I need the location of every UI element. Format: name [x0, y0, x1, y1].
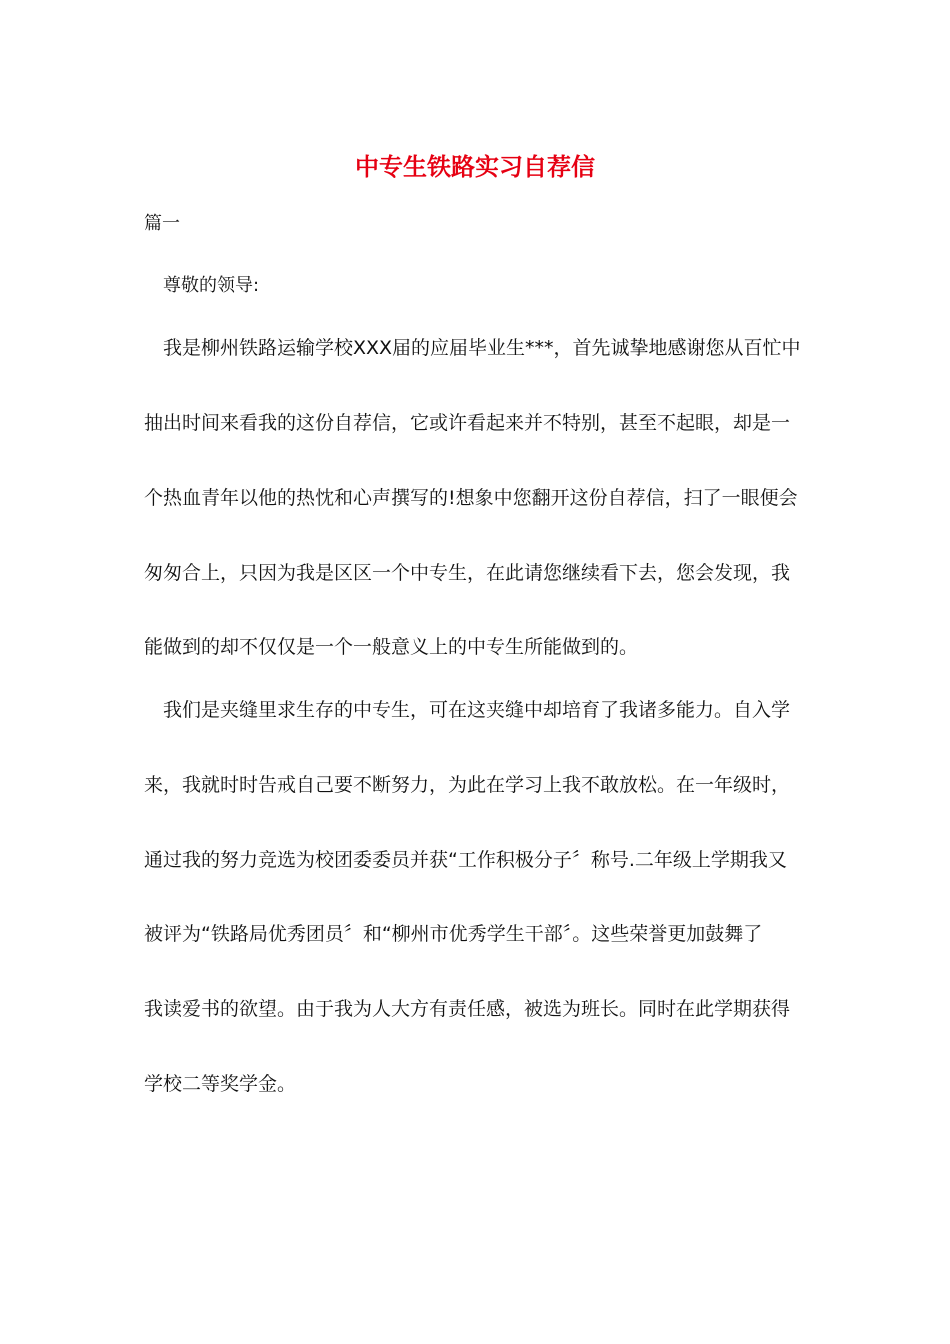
paragraph-1-line-4: 匆匆合上，只因为我是区区一个中专生，在此请您继续看下去，您会发现，我 [144, 562, 791, 584]
paragraph-2-line-5: 我读爱书的欲望。由于我为人大方有责任感，被选为班长。同时在此学期获得 [144, 998, 791, 1020]
paragraph-1-line-2: 抽出时间来看我的这份自荐信，它或许看起来并不特别，甚至不起眼，却是一 [144, 412, 791, 434]
paragraph-2-line-2: 来，我就时时告戒自己要不断努力，为此在学习上我不敢放松。在一年级时， [144, 774, 791, 796]
paragraph-1-line-5: 能做到的却不仅仅是一个一般意义上的中专生所能做到的。 [144, 636, 639, 658]
salutation: 尊敬的领导: [163, 275, 260, 296]
paragraph-2-line-6: 学校二等奖学金。 [144, 1073, 297, 1095]
paragraph-2-line-3: 通过我的努力竞选为校团委委员并获“工作积极分子〞称号.二年级上学期我又 [144, 849, 787, 871]
paragraph-1-line-3: 个热血青年以他的热忱和心声撰写的!想象中您翻开这份自荐信，扫了一眼便会 [144, 487, 798, 509]
paragraph-1-line-1: 我是柳州铁路运输学校XXX届的应届毕业生***，首先诚挚地感谢您从百忙中 [163, 337, 801, 359]
document-title: 中专生铁路实习自荐信 [355, 152, 595, 181]
section-label: 篇一 [144, 213, 180, 234]
paragraph-2-line-1: 我们是夹缝里求生存的中专生，可在这夹缝中却培育了我诸多能力。自入学 [163, 699, 791, 721]
paragraph-2-line-4: 被评为“铁路局优秀团员〞和“柳州市优秀学生干部〞。这些荣誉更加鼓舞了 [144, 923, 763, 945]
